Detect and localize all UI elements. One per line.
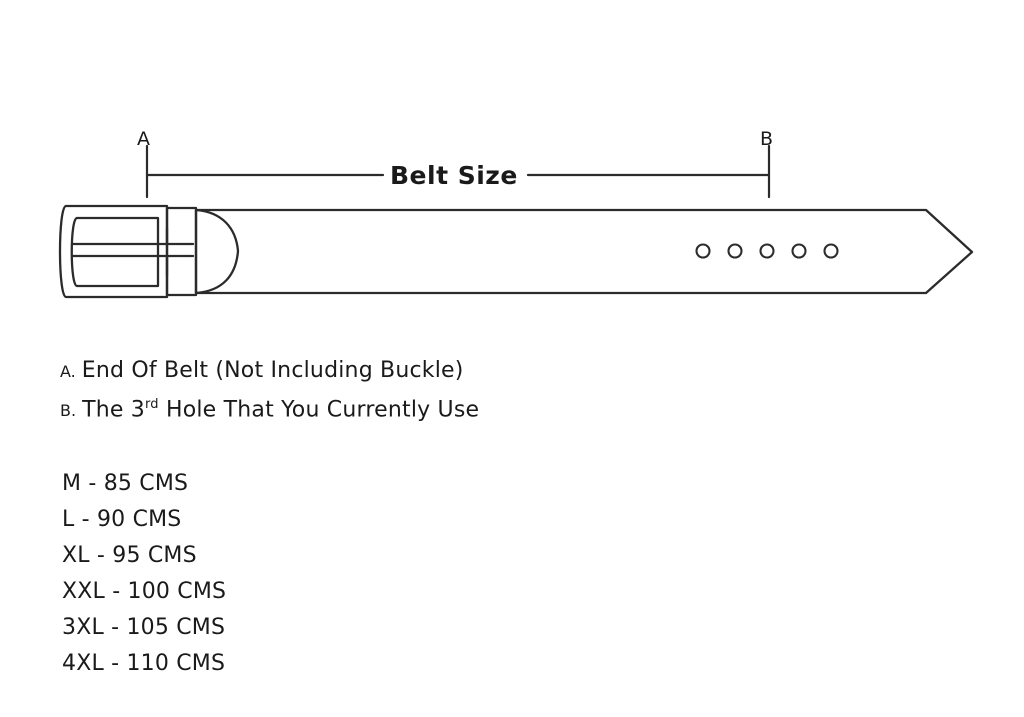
legend [60,358,760,436]
size-row: XXL - 100 CMS [62,579,227,604]
legend-text-b-superscript: rd [144,397,159,412]
size-row: 3XL - 105 CMS [62,615,226,640]
legend-text-b-before: The 3 [82,397,145,423]
buckle-prong [72,228,193,276]
legend-text-b-after: Hole That You Currently Use [158,397,480,423]
size-row: M - 85 CMS [62,471,189,496]
size-row: L - 90 CMS [62,507,182,532]
belt-keeper [167,208,238,295]
size-list [62,466,226,682]
legend-text-b [82,397,479,422]
belt-strap [196,210,972,293]
marker-label-b: B [760,128,774,150]
strap-body [196,210,972,293]
belt-diagram [0,0,1024,330]
buckle-inner-frame [72,218,158,286]
belt-size-label: Belt Size [390,161,518,190]
strap-tip-curve [196,210,238,293]
belt-holes [697,245,838,258]
size-row: XL - 95 CMS [62,543,197,568]
belt-hole [697,245,710,258]
belt-buckle [60,206,167,297]
belt-hole [761,245,774,258]
belt-hole [729,245,742,258]
belt-hole [825,245,838,258]
keeper-loop [167,208,196,295]
legend-item-a [60,358,760,383]
legend-key-a: A. [60,362,76,381]
legend-key-b: B. [60,401,77,421]
marker-label-a: A [137,128,151,150]
size-row: 4XL - 110 CMS [62,651,226,676]
legend-text-a: End Of Belt (Not Including Buckle) [81,358,464,383]
legend-item-b [60,397,760,422]
belt-hole [793,245,806,258]
